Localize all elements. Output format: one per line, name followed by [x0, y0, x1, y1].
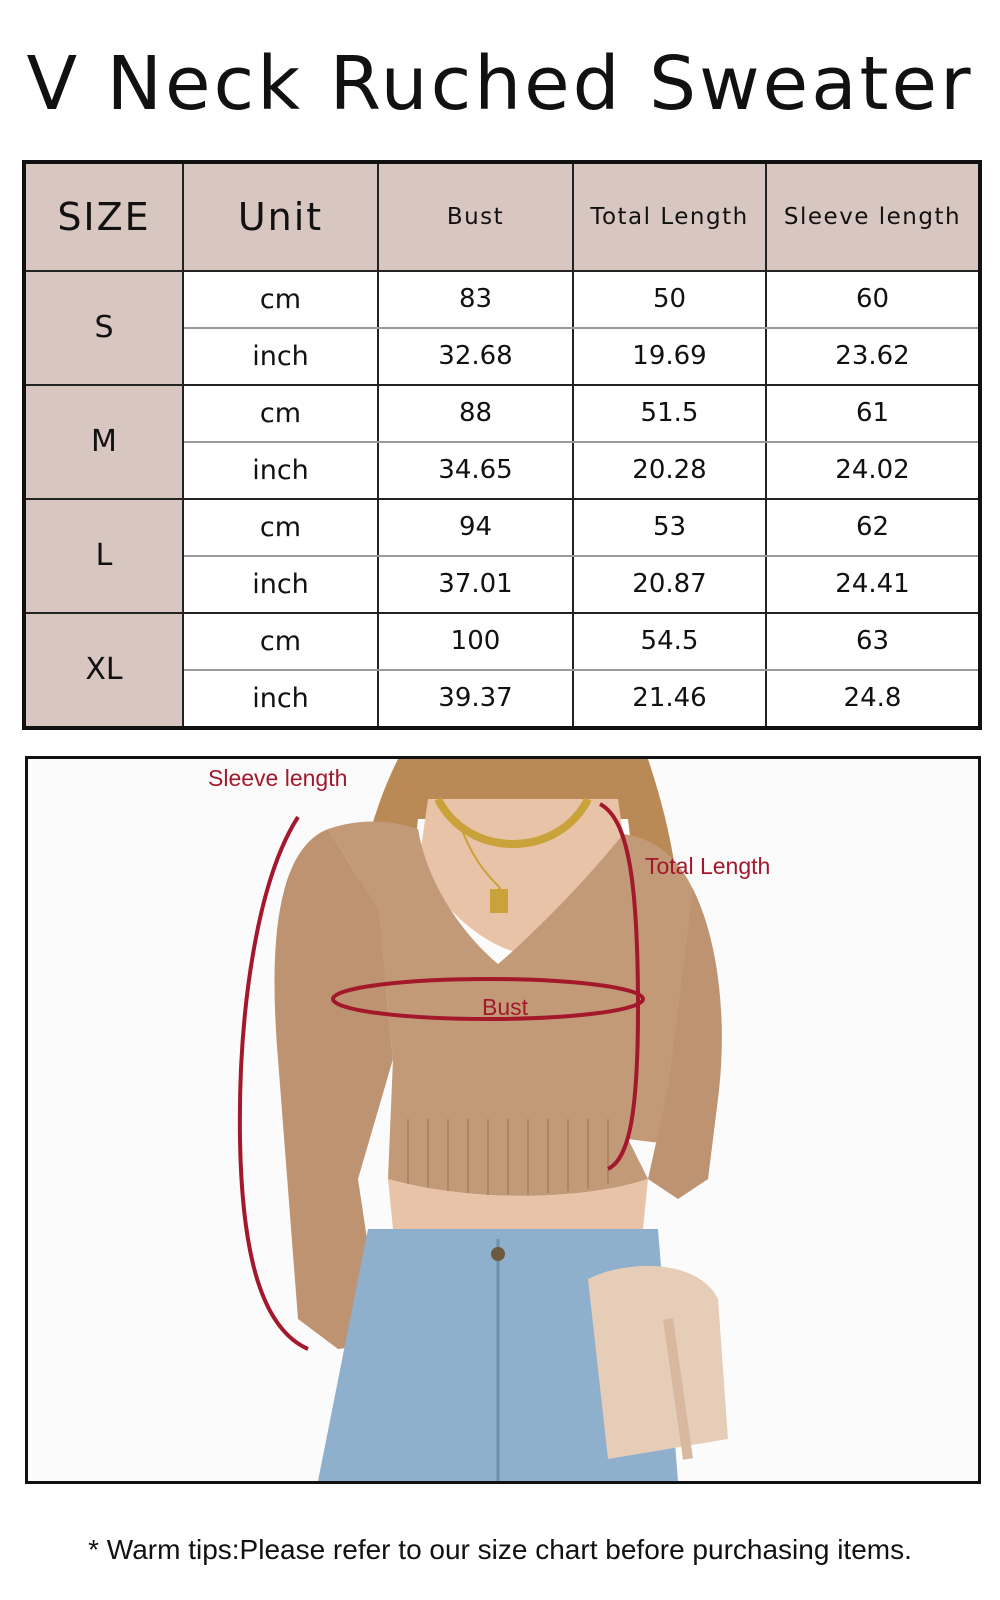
bust-cell: 37.01 — [378, 556, 573, 613]
bust-cell: 39.37 — [378, 670, 573, 728]
sleeve-length-cell: 62 — [766, 499, 980, 556]
model-photo — [25, 756, 981, 1484]
size-cell: M — [24, 385, 183, 499]
bust-label: Bust — [482, 994, 529, 1020]
table-row — [24, 385, 980, 442]
unit-cell: cm — [183, 613, 378, 670]
size-chart-table — [22, 160, 982, 730]
sleeve-length-cell: 24.8 — [766, 670, 980, 728]
handbag-shape — [588, 1266, 728, 1459]
col-header-unit: Unit — [183, 162, 378, 271]
page-title: V Neck Ruched Sweater — [26, 41, 974, 127]
unit-cell: cm — [183, 271, 378, 328]
table-row — [24, 613, 980, 670]
bust-cell: 34.65 — [378, 442, 573, 499]
bust-cell: 88 — [378, 385, 573, 442]
table-row — [24, 499, 980, 556]
col-header-sleeve-length: Sleeve length — [766, 162, 980, 271]
size-cell: XL — [24, 613, 183, 728]
table-row — [24, 271, 980, 328]
total-length-cell: 21.46 — [573, 670, 766, 728]
col-header-size: SIZE — [24, 162, 183, 271]
total-length-cell: 19.69 — [573, 328, 766, 385]
total-length-cell: 54.5 — [573, 613, 766, 670]
bust-cell: 94 — [378, 499, 573, 556]
total-length-cell: 51.5 — [573, 385, 766, 442]
unit-cell: inch — [183, 670, 378, 728]
warm-tip-note: * Warm tips:Please refer to our size chart before purchasing items. — [88, 1534, 912, 1565]
total-length-cell: 53 — [573, 499, 766, 556]
sleeve-length-cell: 24.02 — [766, 442, 980, 499]
model-illustration — [28, 759, 978, 1481]
sleeve-length-cell: 63 — [766, 613, 980, 670]
total-length-label: Total Length — [645, 853, 771, 879]
sleeve-length-cell: 60 — [766, 271, 980, 328]
sleeve-length-label: Sleeve length — [208, 765, 348, 791]
col-header-total-length: Total Length — [573, 162, 766, 271]
total-length-cell: 20.28 — [573, 442, 766, 499]
sleeve-length-cell: 61 — [766, 385, 980, 442]
total-length-cell: 50 — [573, 271, 766, 328]
sleeve-length-cell: 23.62 — [766, 328, 980, 385]
unit-cell: inch — [183, 442, 378, 499]
jeans-button — [491, 1247, 505, 1261]
unit-cell: inch — [183, 556, 378, 613]
col-header-bust: Bust — [378, 162, 573, 271]
bust-cell: 32.68 — [378, 328, 573, 385]
sleeve-length-cell: 24.41 — [766, 556, 980, 613]
size-cell: L — [24, 499, 183, 613]
unit-cell: cm — [183, 385, 378, 442]
unit-cell: inch — [183, 328, 378, 385]
size-cell: S — [24, 271, 183, 385]
pendant-shape — [490, 889, 508, 913]
table-header-row — [24, 162, 980, 271]
total-length-cell: 20.87 — [573, 556, 766, 613]
unit-cell: cm — [183, 499, 378, 556]
bust-cell: 83 — [378, 271, 573, 328]
bust-cell: 100 — [378, 613, 573, 670]
